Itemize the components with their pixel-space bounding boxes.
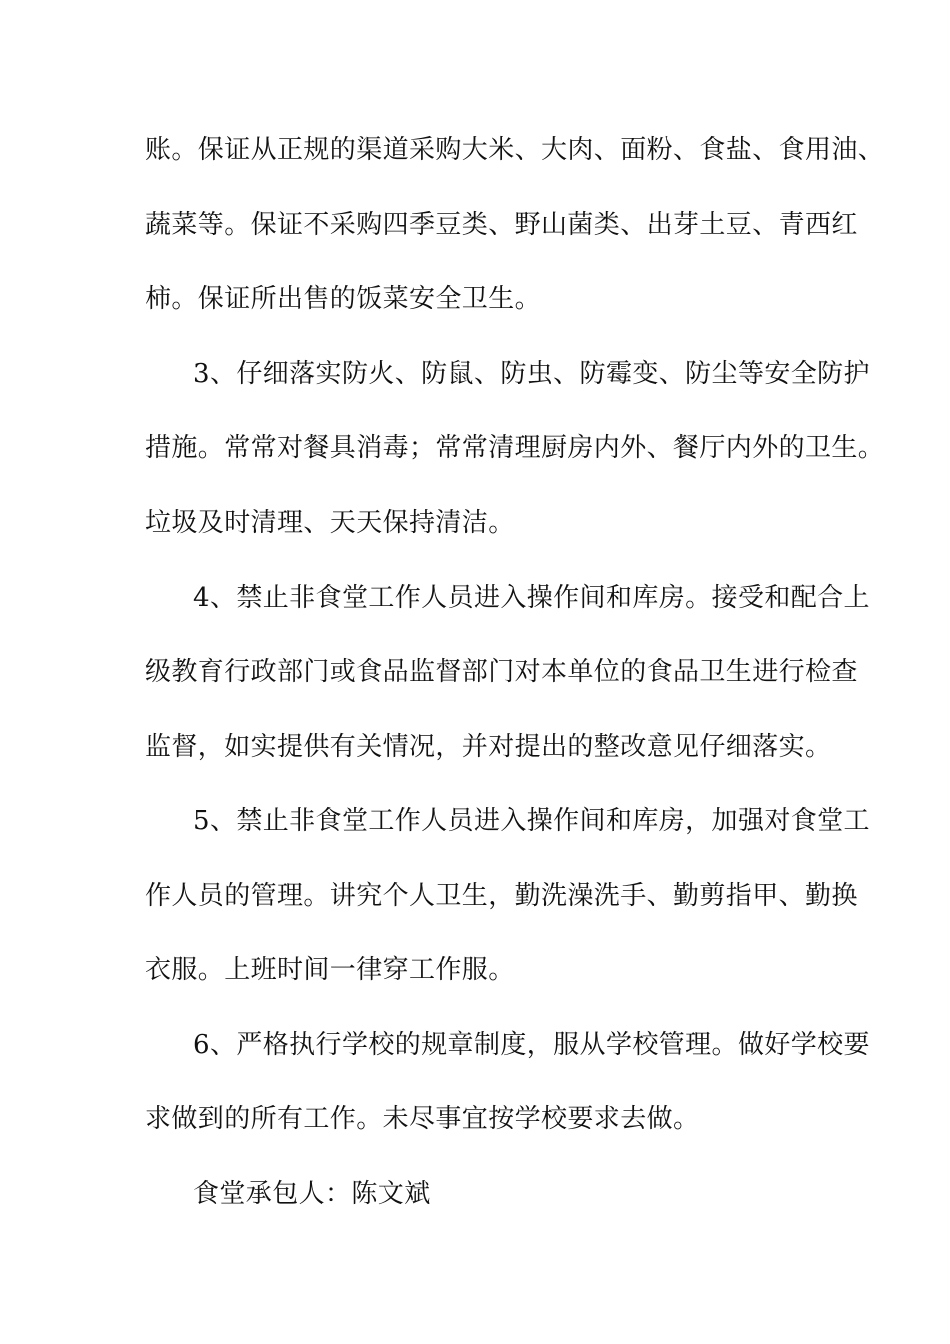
- paragraph-line: 垃圾及时清理、天天保持清洁。: [145, 508, 515, 538]
- paragraph-line: 5、禁止非食堂工作人员进入操作间和库房，加强对食堂工: [193, 806, 870, 836]
- signature-line: 食堂承包人：陈文斌: [193, 1179, 431, 1209]
- paragraph-line: 6、严格执行学校的规章制度，服从学校管理。做好学校要: [193, 1030, 870, 1060]
- paragraph-line: 监督，如实提供有关情况，并对提出的整改意见仔细落实。: [145, 732, 832, 762]
- paragraph-line: 账。保证从正规的渠道采购大米、大肉、面粉、食盐、食用油、: [145, 135, 885, 165]
- paragraph-line: 蔬菜等。保证不采购四季豆类、野山菌类、出芽土豆、青西红: [145, 210, 858, 240]
- paragraph-line: 衣服。上班时间一律穿工作服。: [145, 955, 515, 985]
- paragraph-line: 3、仔细落实防火、防鼠、防虫、防霉变、防尘等安全防护: [193, 359, 870, 389]
- paragraph-line: 求做到的所有工作。未尽事宜按学校要求去做。: [145, 1104, 700, 1134]
- paragraph-line: 作人员的管理。讲究个人卫生，勤洗澡洗手、勤剪指甲、勤换: [145, 881, 858, 911]
- paragraph-line: 措施。常常对餐具消毒；常常清理厨房内外、餐厅内外的卫生。: [145, 433, 885, 463]
- paragraph-line: 4、禁止非食堂工作人员进入操作间和库房。接受和配合上: [193, 583, 870, 613]
- paragraph-line: 柿。保证所出售的饭菜安全卫生。: [145, 284, 542, 314]
- paragraph-line: 级教育行政部门或食品监督部门对本单位的食品卫生进行检查: [145, 657, 858, 687]
